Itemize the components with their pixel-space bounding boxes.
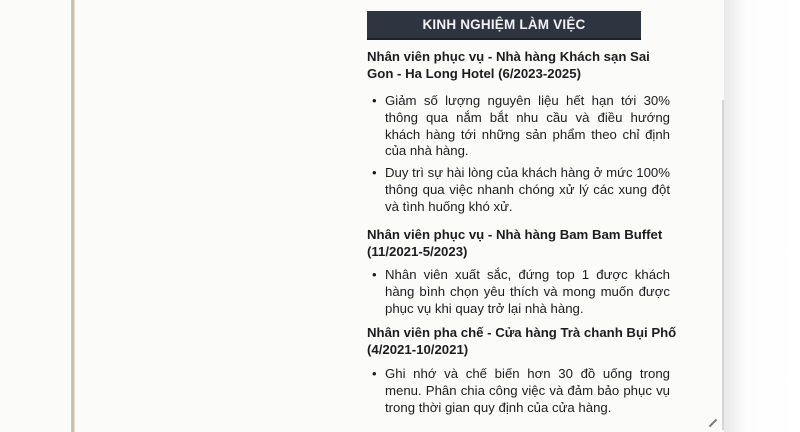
bullet-text: Ghi nhớ và chế biến hơn 30 đồ uống trong menu. Phân chia công việc và đảm bảo phục vụ trong thời gian quy định của cửa hàng.	[385, 366, 670, 415]
bullet-text: Duy trì sự hài lòng của khách hàng ở mức 100% thông qua việc nhanh chóng xử lý các xung đột và tình huống khó xử.	[385, 165, 670, 214]
list-item	[370, 165, 670, 215]
section-header	[367, 11, 641, 40]
bullet-icon: •	[372, 93, 377, 108]
bullet-icon: •	[372, 366, 377, 381]
job-title: Nhân viên phục vụ - Nhà hàng Khách sạn Sai Gon - Ha Long Hotel (6/2023-2025)	[367, 49, 650, 81]
paper-left-edge	[71, 0, 75, 432]
list-item	[370, 93, 670, 160]
list-item	[370, 366, 670, 416]
bullet-text: Nhân viên xuất sắc, đứng top 1 được khách hàng bình chọn yêu thích và mong muốn được phục vụ khi quay trở lại nhà hàng.	[385, 267, 670, 316]
job-title: Nhân viên phục vụ - Nhà hàng Bam Bam Buffet (11/2021-5/2023)	[367, 227, 663, 259]
bullet-text: Giảm số lượng nguyên liệu hết hạn tới 30% thông qua nắm bắt nhu cầu và điều hướng khách hàng tới những sản phẩm theo chỉ định của nhà hàng.	[385, 93, 670, 159]
job-bullets	[370, 93, 670, 221]
paper-right-edge	[724, 0, 800, 432]
bullet-icon: •	[372, 267, 377, 282]
list-item	[370, 267, 670, 317]
job-title: Nhân viên pha chế - Cửa hàng Trà chanh Bụi Phố (4/2021-10/2021)	[367, 325, 677, 357]
job-bullets	[370, 366, 670, 421]
bullet-icon: •	[372, 165, 377, 181]
section-title: KINH NGHIỆM LÀM VIỆC	[422, 17, 586, 32]
pen-mark	[709, 419, 717, 427]
paper-shadow	[722, 100, 724, 430]
job-bullets	[370, 267, 670, 322]
